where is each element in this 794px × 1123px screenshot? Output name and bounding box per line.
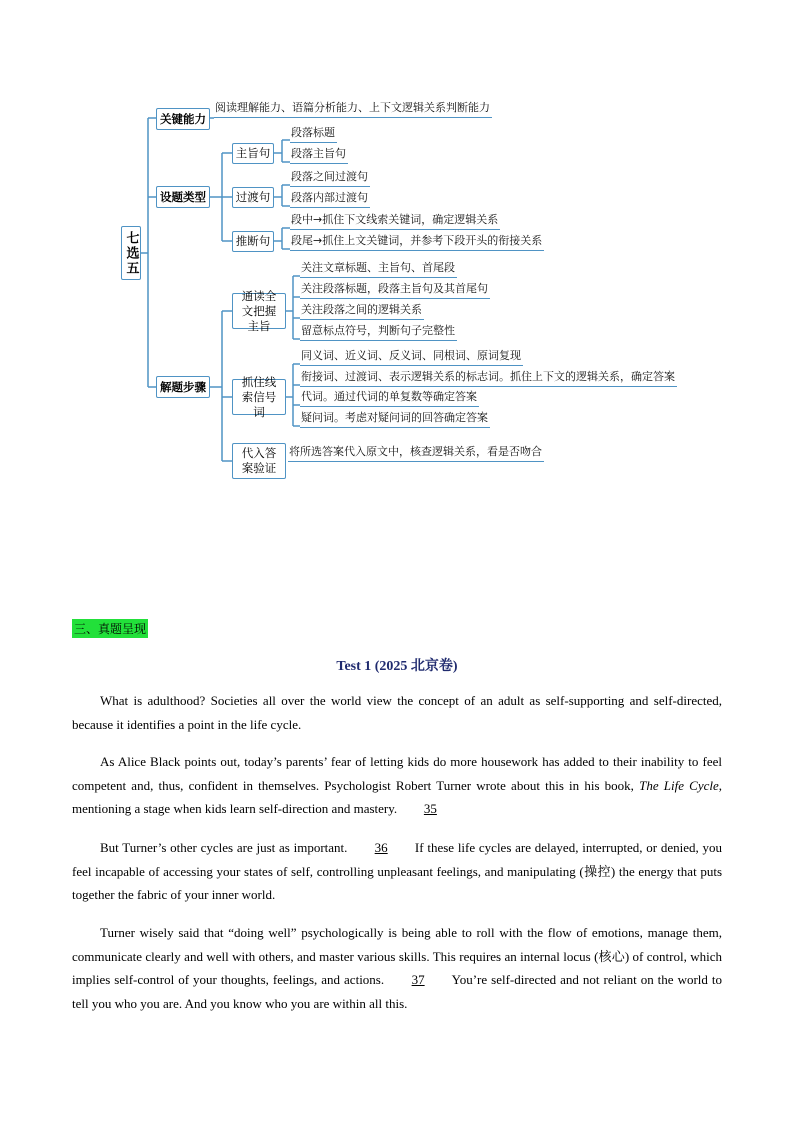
blank-35: 35 — [423, 801, 437, 816]
paragraph-4 — [72, 921, 722, 1015]
leaf-text: 段尾→抓住上文关键词，并参考下段开头的衔接关系 — [291, 234, 543, 247]
leaf-text: 段落主旨句 — [291, 147, 346, 160]
leaf-inference-2 — [290, 232, 544, 251]
section-heading: 三、真题呈现 — [72, 619, 148, 638]
paragraph-3 — [72, 836, 722, 907]
leaf-text: 代词。通过代词的单复数等确定答案 — [301, 390, 477, 403]
node-label: 通读全文把握主旨 — [241, 288, 277, 333]
node-label: 推断句 — [235, 234, 271, 248]
leaf-skim-2 — [300, 280, 490, 299]
paragraph-text: But Turner’s other cycles are just as important. — [100, 840, 352, 855]
node-inference — [232, 231, 274, 252]
paragraph-text: , mentioning a stage when kids learn self-direction and mastery. — [72, 777, 722, 816]
leaf-skim-3 — [300, 301, 424, 320]
leaf-text: 段落内部过渡句 — [291, 191, 368, 204]
leaf-text: 阅读理解能力、语篇分析能力、上下文逻辑关系判断能力 — [215, 101, 490, 114]
node-label: 主旨句 — [235, 146, 271, 160]
paragraph-text: Turner wisely said that “doing well” psychologically is being able to roll with the flow of emotions, manage them, communicate clearly and well with others, and master various skills. This requires an internal locus (核心) of control, which implies self-control of your thoughts, feelings, and actions. — [72, 925, 722, 987]
blank-37: 37 — [411, 972, 425, 987]
node-skim — [232, 288, 286, 333]
node-label: 过渡句 — [235, 190, 271, 204]
leaf-text: 将所选答案代入原文中，核查逻辑关系，看是否吻合 — [289, 445, 542, 458]
test-title: Test 1 (2025 北京卷) — [336, 659, 458, 674]
node-label: 关键能力 — [160, 111, 206, 126]
leaf-key-ability — [214, 99, 492, 118]
node-question-types — [156, 186, 210, 208]
leaf-text: 关注文章标题、主旨句、首尾段 — [301, 261, 455, 274]
node-verify — [232, 443, 286, 479]
leaf-topic-2 — [290, 145, 348, 164]
leaf-skim-1 — [300, 259, 457, 278]
paragraph-text: As Alice Black points out, today’s parents’ fear of letting kids do more housework has added to their inability to feel competent and, thus, confident in themselves. Psychologist Robert Turner wrote about this in his book, — [72, 754, 722, 793]
node-label: 代入答案验证 — [241, 446, 277, 475]
paragraph-2 — [72, 750, 722, 821]
root-label: 七选五 — [123, 230, 139, 276]
node-label: 解题步骤 — [160, 379, 206, 394]
paragraph-text: If these life cycles are delayed, interrupted, or denied, you feel incapable of accessing your states of self, controlling unpleasant feelings, and manipulating (操控) the energy that puts together the fabric of your inner world. — [72, 840, 722, 902]
leaf-skim-4 — [300, 322, 457, 341]
leaf-text: 疑问词。考虑对疑问词的回答确定答案 — [301, 411, 488, 424]
leaf-text: 关注段落之间的逻辑关系 — [301, 303, 422, 316]
node-topic-sentence — [232, 143, 274, 164]
paragraph-text: You’re self-directed and not reliant on the world to tell you who you are. And you know who you are within all this. — [72, 972, 723, 1011]
leaf-verify-1 — [288, 443, 544, 462]
leaf-text: 衔接词、过渡词、表示逻辑关系的标志词。抓住上下文的逻辑关系，确定答案 — [301, 370, 675, 383]
node-transition — [232, 187, 274, 208]
leaf-clues-3 — [300, 388, 479, 407]
leaf-transition-1 — [290, 168, 370, 187]
leaf-clues-1 — [300, 347, 523, 366]
leaf-text: 段落之间过渡句 — [291, 170, 368, 183]
node-steps — [156, 376, 210, 398]
node-key-ability — [156, 108, 210, 130]
paragraph-text: What is adulthood? Societies all over the world view the concept of an adult as self-supporting and self-directed, because it identifies a point in the life cycle. — [72, 693, 722, 732]
node-clues — [232, 374, 286, 419]
paragraph-1 — [72, 689, 722, 736]
leaf-text: 同义词、近义词、反义词、同根词、原词复现 — [301, 349, 521, 362]
leaf-topic-1 — [290, 124, 337, 143]
leaf-text: 关注段落标题，段落主旨句及其首尾句 — [301, 282, 488, 295]
leaf-transition-2 — [290, 189, 370, 208]
leaf-text: 段落标题 — [291, 126, 335, 139]
node-label: 设题类型 — [160, 189, 206, 204]
book-title: The Life Cycle — [639, 777, 719, 793]
blank-36: 36 — [374, 840, 388, 855]
leaf-clues-2 — [300, 368, 677, 387]
node-label: 抓住线索信号词 — [241, 374, 277, 419]
mindmap-root — [121, 226, 141, 280]
leaf-text: 段中→抓住下文线索关键词，确定逻辑关系 — [291, 213, 499, 226]
leaf-clues-4 — [300, 409, 490, 428]
leaf-inference-1 — [290, 211, 500, 230]
leaf-text: 留意标点符号，判断句子完整性 — [301, 324, 455, 337]
